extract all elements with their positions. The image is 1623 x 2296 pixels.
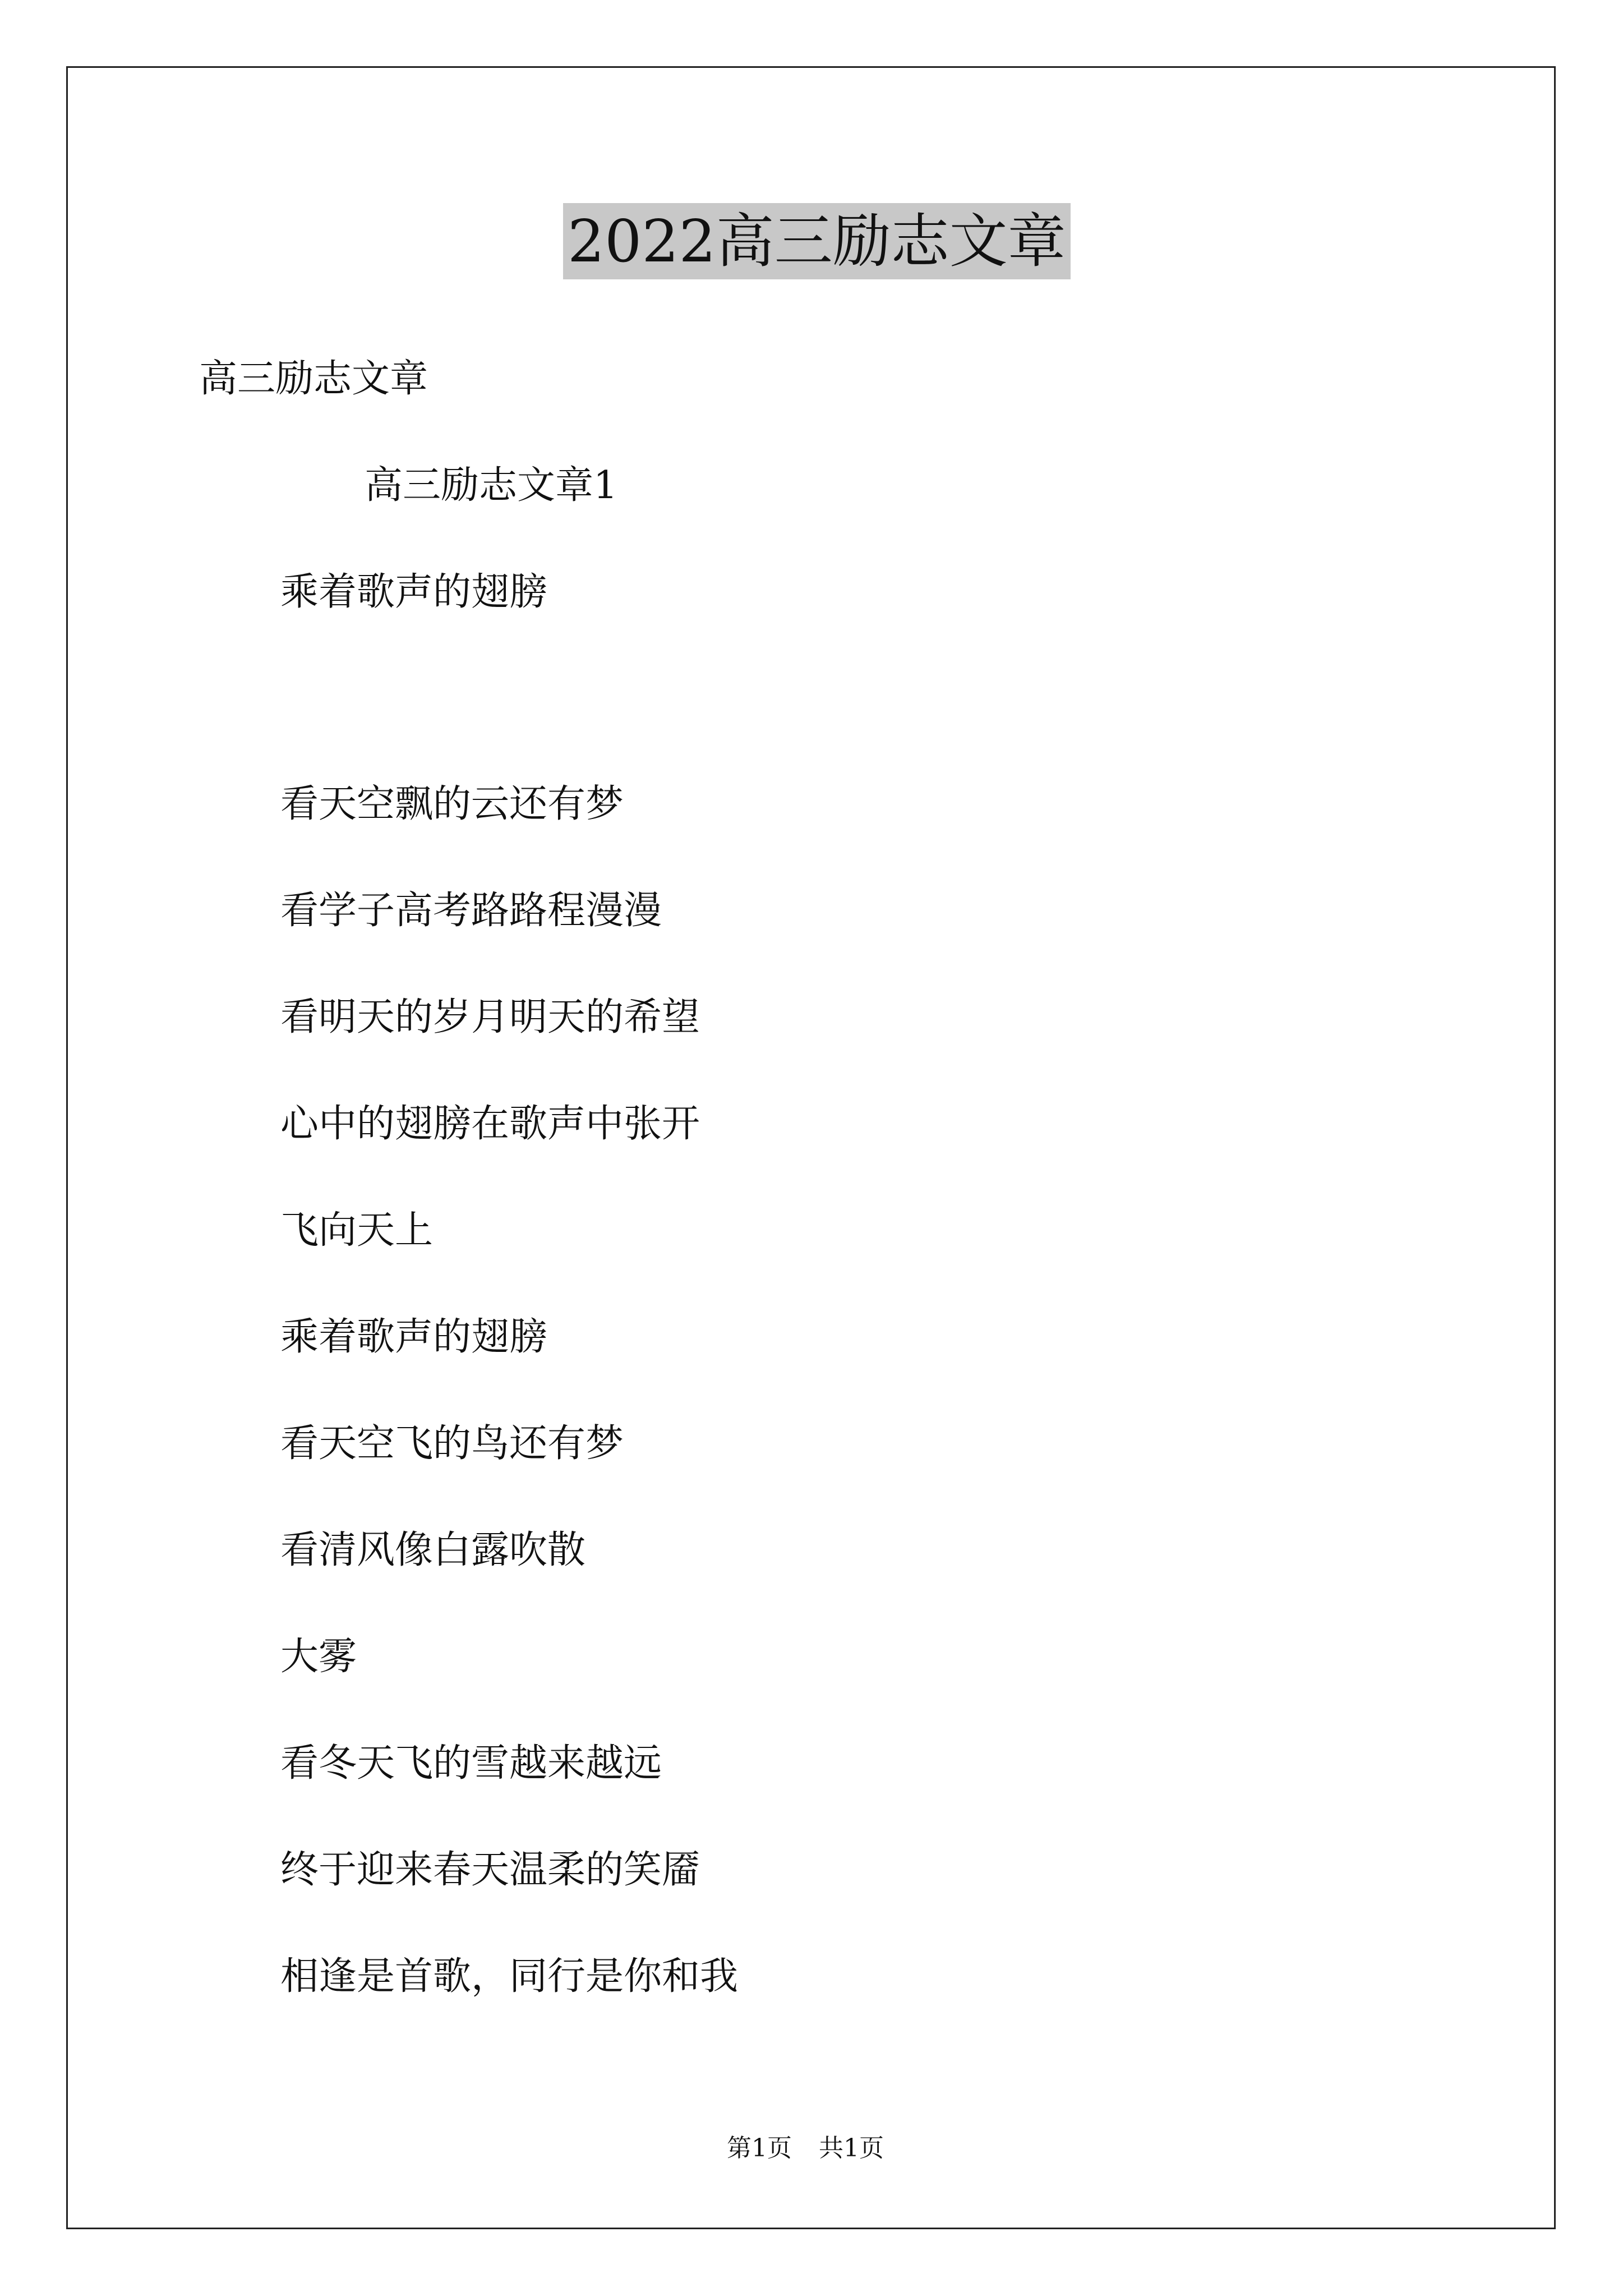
- poem-line: 看天空飞的鸟还有梦: [280, 1421, 624, 1466]
- poem-line: 看清风像白露吹散: [280, 1528, 586, 1572]
- poem-line: 看冬天飞的雪越来越远: [280, 1741, 662, 1786]
- poem-line: 看学子高考路路程漫漫: [280, 889, 662, 933]
- document-subtitle: 高三励志文章: [199, 357, 428, 401]
- poem-line: 飞向天上: [280, 1208, 434, 1253]
- document-title: 2022高三励志文章: [563, 203, 1071, 279]
- page-footer: [727, 2132, 884, 2165]
- poem-line: 相逢是首歌，同行是你和我: [280, 1954, 739, 1999]
- page-number: 第1页: [727, 2134, 792, 2162]
- poem-line: 大雾: [280, 1635, 357, 1679]
- poem-line: 看天空飘的云还有梦: [280, 782, 624, 826]
- poem-line: 乘着歌声的翅膀: [280, 570, 548, 614]
- poem-line: 乘着歌声的翅膀: [280, 1315, 548, 1359]
- page-total: 共1页: [819, 2134, 884, 2162]
- poem-line: 终于迎来春天温柔的笑靥: [280, 1848, 700, 1892]
- poem-line: 心中的翅膀在歌声中张开: [280, 1102, 700, 1146]
- poem-line: 看明天的岁月明天的希望: [280, 995, 700, 1039]
- section-heading: 高三励志文章1: [365, 463, 618, 508]
